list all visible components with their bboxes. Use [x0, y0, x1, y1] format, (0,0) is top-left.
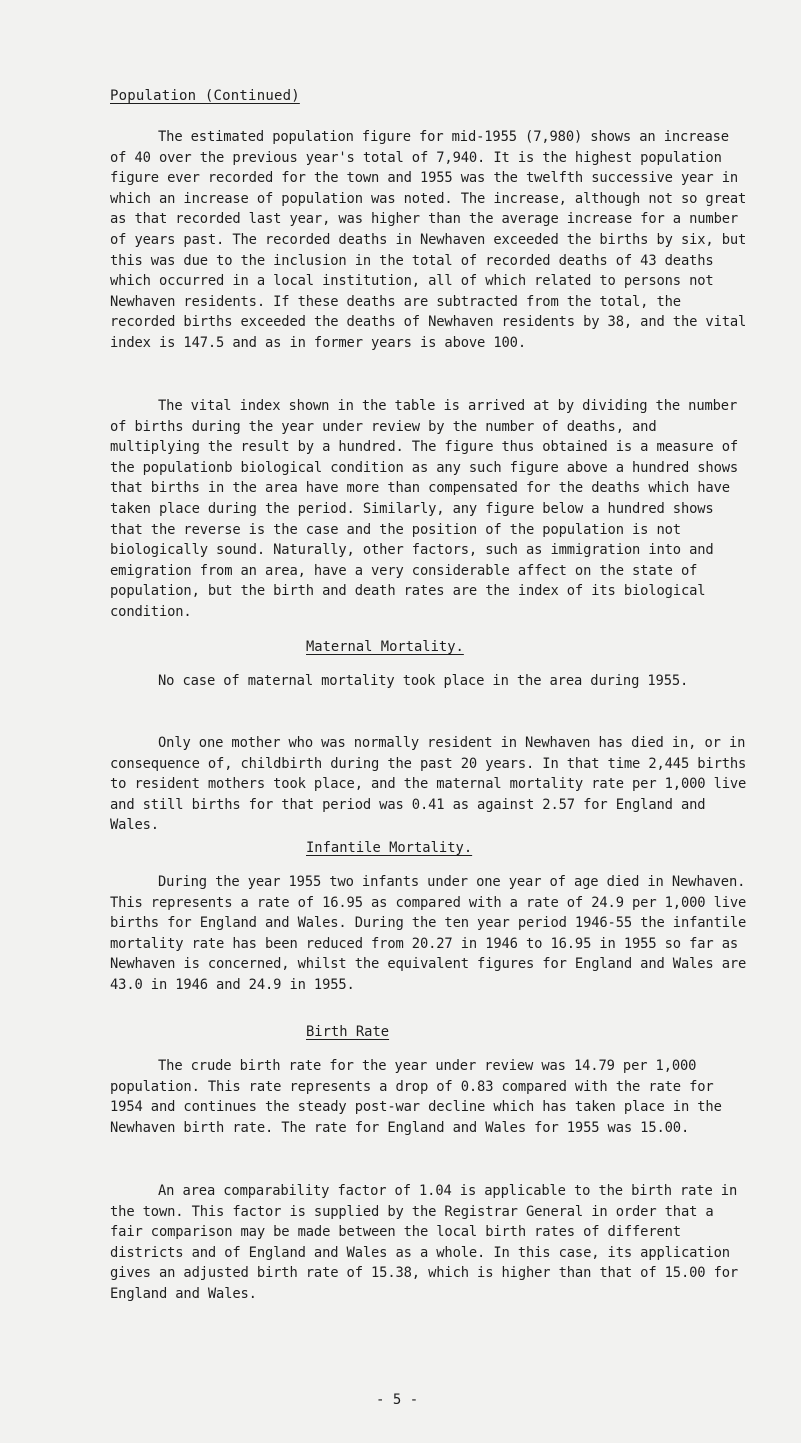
birth-rate-paragraph-1: [110, 1056, 750, 1138]
section-heading-birth-rate: Birth Rate: [306, 1024, 390, 1040]
section-heading-maternal-mortality: Maternal Mortality.: [306, 639, 464, 655]
population-paragraph-1-text: The estimated population figure for mid-1955 (7,980) shows an increase of 40 over the previous year's total of 7,940. It is the highest population figure ever recorded for the town and 1955 was the twelfth successive year in which an increase of population was noted. The increase, although not so great as that recorded last year, was higher than the average increase for a number of years past. The recorded deaths in Newhaven exceeded the births by six, but this was due to the inclusion in the total of recorded deaths of 43 deaths which occurred in a local institution, all of which related to persons not Newhaven residents. If these deaths are subtracted from the total, the recorded births exceeded the deaths of Newhaven residents by 38, and the vital index is 147.5 and as in former years is above 100.: [110, 129, 747, 351]
population-paragraph-1: [110, 127, 750, 354]
section-heading-population: Population (Continued): [110, 88, 300, 104]
maternal-paragraph-2: [110, 733, 750, 836]
page-number: - 5 -: [376, 1392, 419, 1408]
population-paragraph-2: [110, 396, 750, 623]
birth-rate-paragraph-2-text: An area comparability factor of 1.04 is applicable to the birth rate in the town. This factor is supplied by the Registrar General in order that a fair comparison may be made between the local birth rates of different districts and of England and Wales as a whole. In this case, its application gives an adjusted birth rate of 15.38, which is higher than that of 15.00 for England and Wales.: [110, 1183, 739, 1302]
maternal-paragraph-2-text: Only one mother who was normally resident in Newhaven has died in, or in consequence of, childbirth during the past 20 years. In that time 2,445 births to resident mothers took place, and the maternal mortality rate per 1,000 live and still births for that period was 0.41 as against 2.57 for England and Wales.: [110, 735, 747, 834]
birth-rate-paragraph-1-text: The crude birth rate for the year under review was 14.79 per 1,000 population. This rate represents a drop of 0.83 compared with the rate for 1954 and continues the steady post-war decline which has taken place in the Newhaven birth rate. The rate for England and Wales for 1955 was 15.00.: [110, 1058, 722, 1136]
population-paragraph-2-text: The vital index shown in the table is arrived at by dividing the number of births during the year under review by the number of deaths, and multiplying the result by a hundred. The figure thus obtained is a measure of the populationb biological condition as any such figure above a hundred shows that births in the area have more than compensated for the deaths which have taken place during the period. Similarly, any figure below a hundred shows that the reverse is the case and the position of the population is not biologically sound. Naturally, other factors, such as immigration into and emigration from an area, have a very considerable affect on the state of population, but the birth and death rates are the index of its biological condition.: [110, 398, 739, 620]
birth-rate-paragraph-2: [110, 1181, 750, 1305]
section-heading-infantile-mortality: Infantile Mortality.: [306, 840, 473, 856]
infantile-paragraph-1: [110, 872, 750, 996]
maternal-paragraph-1-text: No case of maternal mortality took place in the area during 1955.: [158, 673, 689, 689]
infantile-paragraph-1-text: During the year 1955 two infants under one year of age died in Newhaven. This represents a rate of 16.95 as compared with a rate of 24.9 per 1,000 live births for England and Wales. During the ten year period 1946-55 the infantile mortality rate has been reduced from 20.27 in 1946 to 16.95 in 1955 so far as Newhaven is concerned, whilst the equivalent figures for England and Wales are 43.0 in 1946 and 24.9 in 1955.: [110, 874, 747, 993]
maternal-paragraph-1: [110, 671, 750, 692]
